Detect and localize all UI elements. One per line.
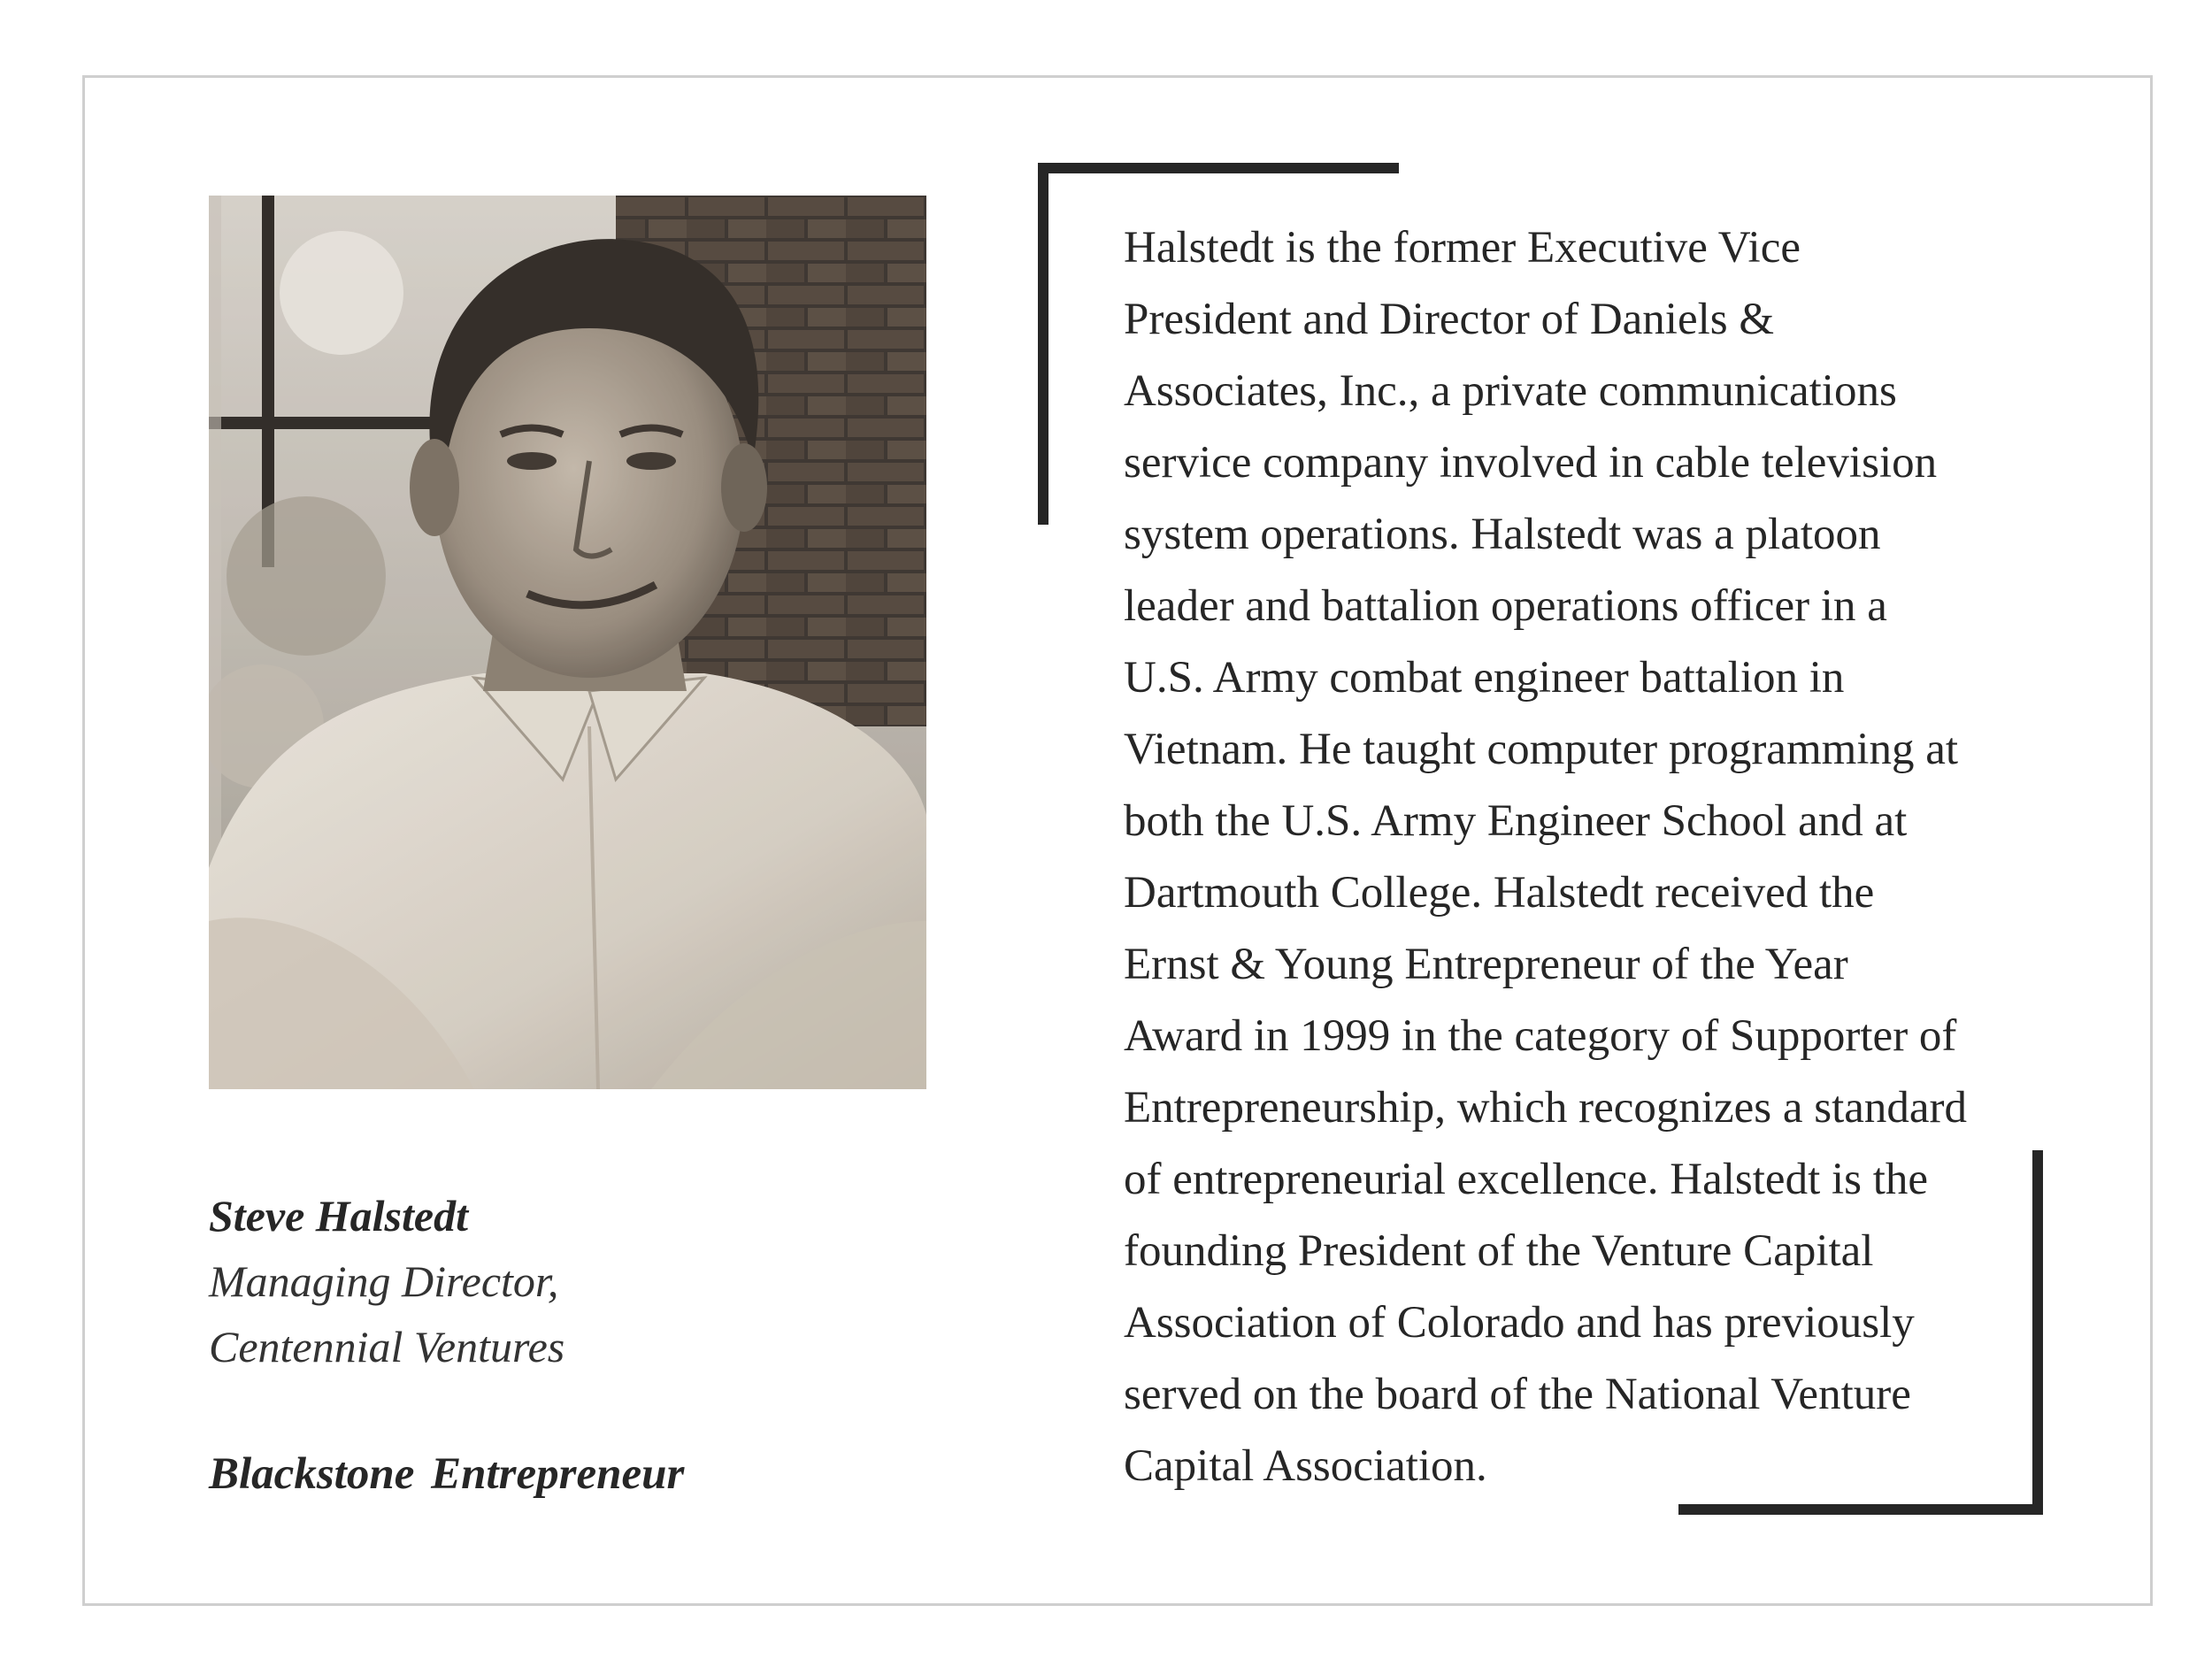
- bio-line: service company involved in cable television: [1124, 438, 1938, 488]
- person-title-line-2: Centennial Ventures: [209, 1322, 565, 1371]
- bio-line: served on the board of the National Venture: [1124, 1370, 1911, 1419]
- bio-line: founding President of the Venture Capital: [1124, 1226, 1874, 1276]
- bracket-bottom-right-horizontal: [1678, 1504, 2043, 1515]
- bracket-bottom-right-vertical: [2032, 1150, 2043, 1515]
- bio-line: Vietnam. He taught computer programming at: [1124, 725, 1959, 774]
- bio-line: leader and battalion operations officer in a: [1124, 581, 1887, 631]
- bio-line: Dartmouth College. Halstedt received the: [1124, 868, 1875, 918]
- bio-line: Association of Colorado and has previously: [1124, 1298, 1915, 1348]
- tagline: Blackstone Entrepreneur: [209, 1449, 685, 1499]
- bio-paragraph: [1124, 212, 2008, 1502]
- bio-line: of entrepreneurial excellence. Halstedt is the: [1124, 1155, 1929, 1204]
- bio-line: U.S. Army combat engineer battalion in: [1124, 653, 1845, 703]
- person-title: [209, 1248, 565, 1379]
- bio-line: Halstedt is the former Executive Vice: [1124, 223, 1801, 273]
- bio-line: Associates, Inc., a private communications: [1124, 366, 1897, 416]
- bracket-top-left-vertical: [1038, 163, 1048, 525]
- bracket-top-left-horizontal: [1038, 163, 1399, 173]
- bio-line: Ernst & Young Entrepreneur of the Year: [1124, 940, 1848, 989]
- person-title-line-1: Managing Director,: [209, 1256, 559, 1306]
- bio-line: system operations. Halstedt was a platoon: [1124, 510, 1881, 559]
- bio-line: Award in 1999 in the category of Supporter of: [1124, 1011, 1957, 1061]
- bio-line: President and Director of Daniels &: [1124, 295, 1775, 344]
- bio-line: both the U.S. Army Engineer School and at: [1124, 796, 1908, 846]
- portrait-photo: [209, 196, 926, 1089]
- bio-line: Entrepreneurship, which recognizes a standard: [1124, 1083, 1968, 1133]
- bio-line: Capital Association.: [1124, 1441, 1487, 1491]
- person-name: Steve Halstedt: [209, 1191, 468, 1240]
